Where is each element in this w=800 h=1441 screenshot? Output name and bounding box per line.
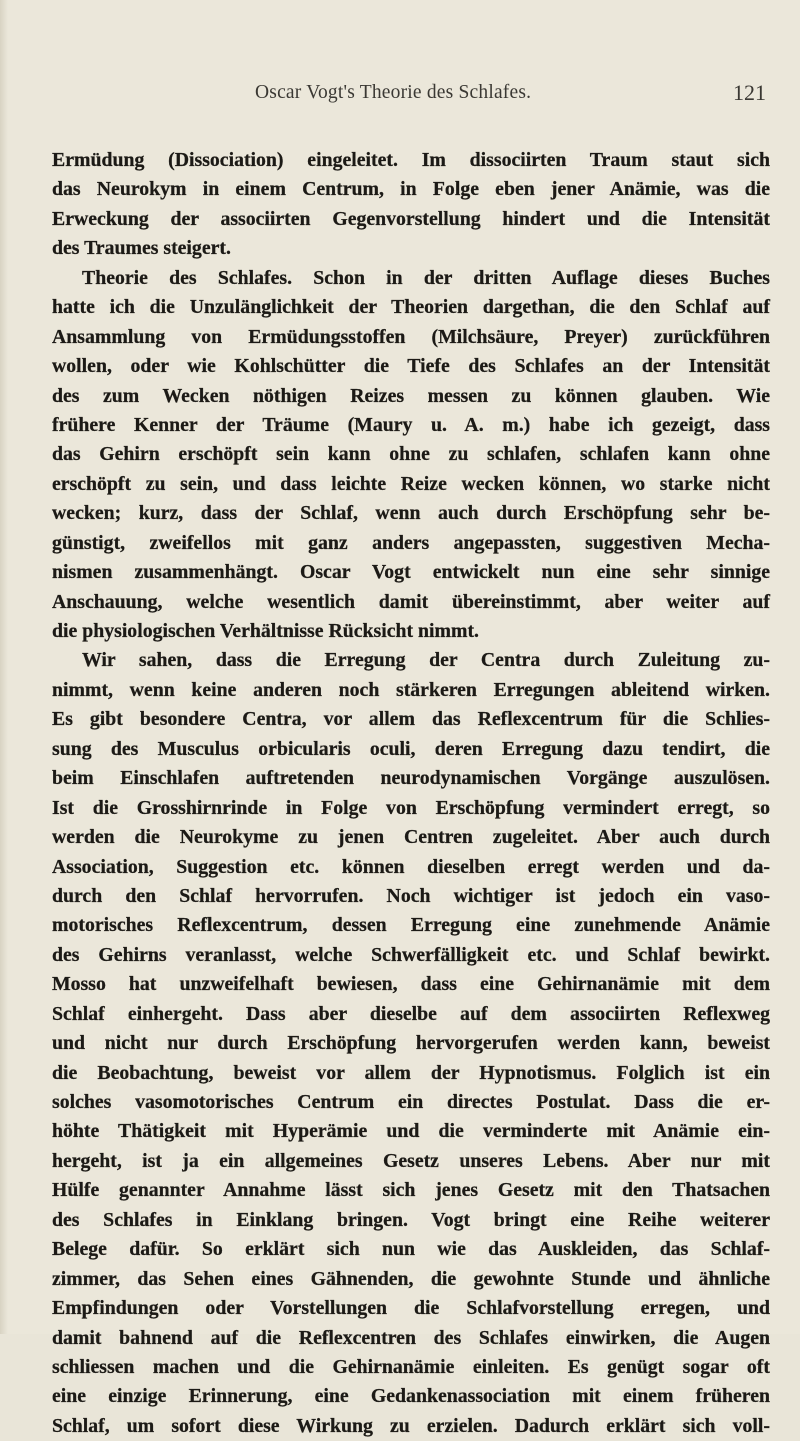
text-line: Ansammlung von Ermüdungsstoffen (Milchsäure, Preyer) zurückführen [52,325,770,348]
text-line: Es gibt besondere Centra, vor allem das Reflexcentrum für die Schlies- [52,708,770,731]
text-line: des Traumes steigert. [52,237,231,260]
text-line: frühere Kenner der Träume (Maury u. A. m.) habe ich gezeigt, dass [52,413,770,436]
text-line: Schlaf einhergeht. Dass aber dieselbe auf dem associirten Reflexweg [52,1002,770,1025]
text-line: Association, Suggestion etc. können dieselben erregt werden und da- [52,855,770,878]
text-line: schliessen machen und die Gehirnanämie einleiten. Es genügt sogar oft [52,1355,770,1378]
text-line: Theorie des Schlafes. Schon in der dritten Auflage dieses Buches [82,266,770,289]
header-title: Oscar Vogt's Theorie des Schlafes. [255,82,532,103]
text-line: das Neurokym in einem Centrum, in Folge eben jener Anämie, was die [52,178,770,201]
text-line: erschöpft zu sein, und dass leichte Reize wecken können, wo starke nicht [52,472,770,495]
text-line: hatte ich die Unzulänglichkeit der Theorien dargethan, die den Schlaf auf [52,296,770,319]
text-line: und nicht nur durch Erschöpfung hervorgerufen werden kann, beweist [52,1032,770,1055]
text-line: höhte Thätigkeit mit Hyperämie und die verminderte mit Anämie ein- [52,1120,770,1143]
text-line: wollen, oder wie Kohlschütter die Tiefe des Schlafes an der Intensität [52,355,770,378]
text-line: sung des Musculus orbicularis oculi, deren Erregung dazu tendirt, die [52,737,770,760]
text-line: des zum Wecken nöthigen Reizes messen zu können glauben. Wie [52,384,770,407]
text-line: Ist die Grosshirnrinde in Folge von Erschöpfung vermindert erregt, so [52,796,770,819]
text-line: Wir sahen, dass die Erregung der Centra durch Zuleitung zu- [82,649,770,672]
text-line: beim Einschlafen auftretenden neurodynamischen Vorgänge auszulösen. [52,767,770,790]
page-number: 121 [733,80,766,105]
text-line: Empfindungen oder Vorstellungen die Schlafvorstellung erregen, und [52,1297,770,1320]
text-line: Ermüdung (Dissociation) eingeleitet. Im dissociirten Traum staut sich [52,149,770,171]
text-line: das Gehirn erschöpft sein kann ohne zu schlafen, schlafen kann ohne [52,443,770,466]
running-header [255,82,775,114]
text-line: Anschauung, welche wesentlich damit übereinstimmt, aber weiter auf [52,590,770,613]
text-line: nismen zusammenhängt. Oscar Vogt entwickelt nun eine sehr sinnige [52,561,770,584]
text-line: motorisches Reflexcentrum, dessen Erregung eine zunehmende Anämie [52,914,770,937]
text-line: Mosso hat unzweifelhaft bewiesen, dass eine Gehirnanämie mit dem [52,973,770,996]
text-line: durch den Schlaf hervorrufen. Noch wichtiger ist jedoch ein vaso- [52,884,770,907]
text-line: eine einzige Erinnerung, eine Gedankenassociation mit einem früheren [52,1385,770,1408]
text-line: damit bahnend auf die Reflexcentren des Schlafes einwirken, die Augen [52,1326,770,1349]
text-line: des Gehirns veranlasst, welche Schwerfälligkeit etc. und Schlaf bewirkt. [52,943,770,966]
text-line: die physiologischen Verhältnisse Rücksicht nimmt. [52,620,480,642]
text-line: nimmt, wenn keine anderen noch stärkeren Erregungen ableitend wirken. [52,678,770,701]
text-line: Belege dafür. So erklärt sich nun wie das Auskleiden, das Schlaf- [52,1238,770,1261]
text-line: zimmer, das Sehen eines Gähnenden, die gewohnte Stunde und ähnliche [52,1267,770,1290]
text-line: des Schlafes in Einklang bringen. Vogt bringt eine Reihe weiterer [52,1208,770,1231]
text-line: günstigt, zweifellos mit ganz anders angepassten, suggestiven Mecha- [52,531,770,554]
text-line: Hülfe genannter Annahme lässt sich jenes Gesetz mit den Thatsachen [52,1179,770,1202]
page-edge-shadow [0,0,8,1334]
text-line: werden die Neurokyme zu jenen Centren zugeleitet. Aber auch durch [52,826,770,849]
text-line: Schlaf, um sofort diese Wirkung zu erzielen. Dadurch erklärt sich voll- [52,1414,770,1437]
text-line: Erweckung der associirten Gegenvorstellung hindert und die Intensität [52,207,770,230]
text-line: solches vasomotorisches Centrum ein directes Postulat. Dass die er- [52,1091,770,1113]
body-text [52,146,770,1441]
text-line: wecken; kurz, dass der Schlaf, wenn auch durch Erschöpfung sehr be- [52,502,770,525]
text-line: hergeht, ist ja ein allgemeines Gesetz unseres Lebens. Aber nur mit [52,1149,770,1172]
text-line: die Beobachtung, beweist vor allem der Hypnotismus. Folglich ist ein [52,1061,770,1084]
